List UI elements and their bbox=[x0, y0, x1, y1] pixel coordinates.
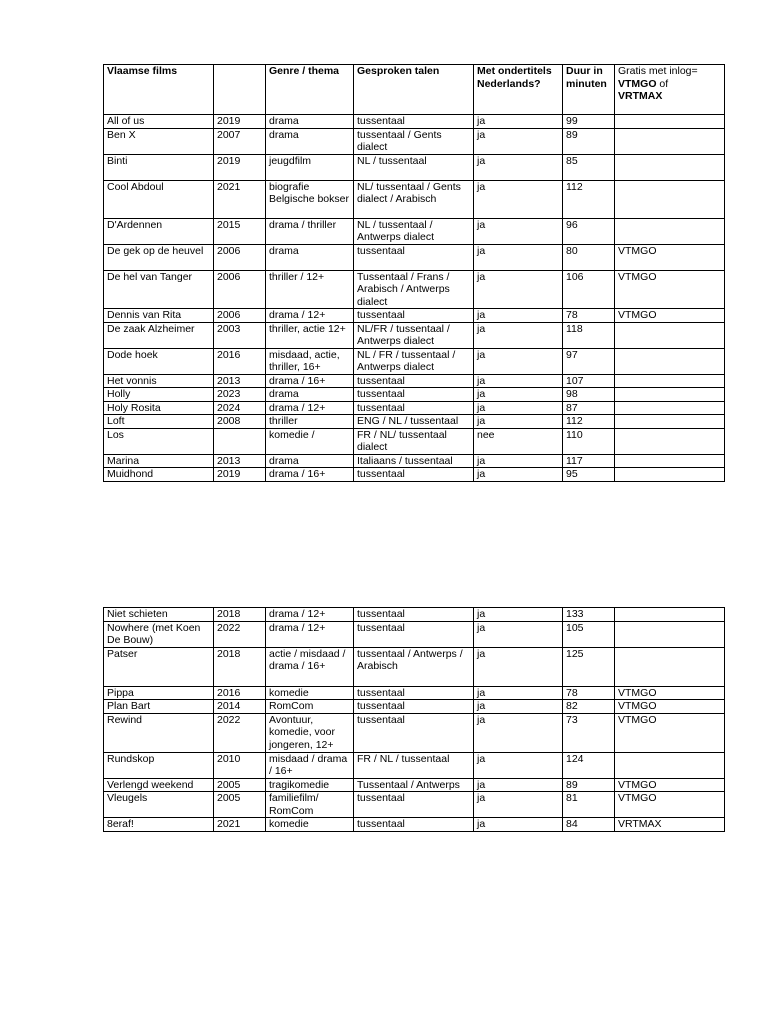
cell-genre: drama bbox=[266, 115, 354, 129]
table-row bbox=[104, 713, 725, 752]
cell-year: 2022 bbox=[214, 621, 266, 647]
cell-genre: biografie Belgische bokser bbox=[266, 180, 354, 218]
cell-subtitles: ja bbox=[474, 468, 563, 482]
cell-duration: 78 bbox=[563, 309, 615, 323]
cell-genre: actie / misdaad / drama / 16+ bbox=[266, 647, 354, 686]
cell-free bbox=[615, 468, 725, 482]
table-row bbox=[104, 415, 725, 429]
cell-languages: ENG / NL / tussentaal bbox=[354, 415, 474, 429]
cell-year: 2021 bbox=[214, 818, 266, 832]
cell-subtitles: ja bbox=[474, 128, 563, 154]
cell-year bbox=[214, 428, 266, 454]
cell-languages: tussentaal bbox=[354, 115, 474, 129]
cell-free bbox=[615, 128, 725, 154]
cell-duration: 105 bbox=[563, 621, 615, 647]
cell-free bbox=[615, 415, 725, 429]
cell-free: VTMGO bbox=[615, 778, 725, 792]
cell-genre: drama / thriller bbox=[266, 218, 354, 244]
cell-year: 2005 bbox=[214, 778, 266, 792]
cell-year: 2023 bbox=[214, 388, 266, 402]
cell-languages: tussentaal bbox=[354, 374, 474, 388]
cell-subtitles: ja bbox=[474, 792, 563, 818]
cell-genre: drama / 16+ bbox=[266, 468, 354, 482]
cell-genre: thriller, actie 12+ bbox=[266, 322, 354, 348]
table-row bbox=[104, 218, 725, 244]
cell-duration: 89 bbox=[563, 128, 615, 154]
cell-title: Los bbox=[104, 428, 214, 454]
cell-free bbox=[615, 115, 725, 129]
cell-title: Plan Bart bbox=[104, 700, 214, 714]
cell-subtitles: nee bbox=[474, 428, 563, 454]
cell-subtitles: ja bbox=[474, 322, 563, 348]
films-table-body-2 bbox=[104, 608, 725, 832]
cell-free: VTMGO bbox=[615, 309, 725, 323]
cell-title: De gek op de heuvel bbox=[104, 244, 214, 270]
cell-free bbox=[615, 180, 725, 218]
cell-languages: Tussentaal / Frans / Arabisch / Antwerps dialect bbox=[354, 270, 474, 309]
cell-duration: 106 bbox=[563, 270, 615, 309]
cell-languages: tussentaal / Antwerps / Arabisch bbox=[354, 647, 474, 686]
cell-free: VTMGO bbox=[615, 792, 725, 818]
table-row bbox=[104, 388, 725, 402]
cell-subtitles: ja bbox=[474, 244, 563, 270]
cell-title: Muidhond bbox=[104, 468, 214, 482]
cell-title: Dennis van Rita bbox=[104, 309, 214, 323]
cell-duration: 81 bbox=[563, 792, 615, 818]
cell-free bbox=[615, 348, 725, 374]
cell-title: De hel van Tanger bbox=[104, 270, 214, 309]
cell-title: Ben X bbox=[104, 128, 214, 154]
cell-genre: komedie bbox=[266, 818, 354, 832]
table-row bbox=[104, 621, 725, 647]
cell-free bbox=[615, 752, 725, 778]
cell-genre: drama bbox=[266, 244, 354, 270]
cell-title: Niet schieten bbox=[104, 608, 214, 622]
cell-languages: tussentaal bbox=[354, 700, 474, 714]
films-table-part-1 bbox=[103, 64, 725, 482]
cell-subtitles: ja bbox=[474, 686, 563, 700]
cell-duration: 98 bbox=[563, 388, 615, 402]
cell-duration: 95 bbox=[563, 468, 615, 482]
cell-title: De zaak Alzheimer bbox=[104, 322, 214, 348]
cell-subtitles: ja bbox=[474, 415, 563, 429]
cell-subtitles: ja bbox=[474, 154, 563, 180]
table-row bbox=[104, 154, 725, 180]
cell-year: 2005 bbox=[214, 792, 266, 818]
cell-year: 2010 bbox=[214, 752, 266, 778]
cell-genre: RomCom bbox=[266, 700, 354, 714]
header-year bbox=[214, 65, 266, 115]
cell-title: Cool Abdoul bbox=[104, 180, 214, 218]
cell-genre: drama bbox=[266, 454, 354, 468]
cell-year: 2006 bbox=[214, 270, 266, 309]
header-row bbox=[104, 65, 725, 115]
table-row bbox=[104, 401, 725, 415]
cell-free bbox=[615, 374, 725, 388]
cell-duration: 110 bbox=[563, 428, 615, 454]
cell-genre: drama / 12+ bbox=[266, 608, 354, 622]
cell-title: Rundskop bbox=[104, 752, 214, 778]
table-row bbox=[104, 322, 725, 348]
cell-languages: Italiaans / tussentaal bbox=[354, 454, 474, 468]
table-row bbox=[104, 244, 725, 270]
table-row bbox=[104, 686, 725, 700]
cell-free bbox=[615, 401, 725, 415]
header-free bbox=[615, 65, 725, 115]
cell-genre: jeugdfilm bbox=[266, 154, 354, 180]
cell-genre: drama bbox=[266, 388, 354, 402]
cell-languages: tussentaal bbox=[354, 468, 474, 482]
cell-year: 2019 bbox=[214, 115, 266, 129]
cell-duration: 112 bbox=[563, 415, 615, 429]
cell-languages: NL / tussentaal bbox=[354, 154, 474, 180]
cell-year: 2006 bbox=[214, 244, 266, 270]
header-free-vrtmax: VRTMAX bbox=[618, 90, 663, 102]
cell-free bbox=[615, 322, 725, 348]
cell-subtitles: ja bbox=[474, 778, 563, 792]
cell-languages: tussentaal bbox=[354, 401, 474, 415]
cell-year: 2008 bbox=[214, 415, 266, 429]
cell-subtitles: ja bbox=[474, 752, 563, 778]
cell-title: Binti bbox=[104, 154, 214, 180]
cell-duration: 133 bbox=[563, 608, 615, 622]
cell-languages: tussentaal bbox=[354, 713, 474, 752]
cell-subtitles: ja bbox=[474, 647, 563, 686]
cell-title: Holy Rosita bbox=[104, 401, 214, 415]
cell-duration: 118 bbox=[563, 322, 615, 348]
header-duration: Duur in minuten bbox=[563, 65, 615, 115]
cell-title: Dode hoek bbox=[104, 348, 214, 374]
cell-languages: NL/ tussentaal / Gents dialect / Arabisch bbox=[354, 180, 474, 218]
cell-subtitles: ja bbox=[474, 218, 563, 244]
cell-subtitles: ja bbox=[474, 700, 563, 714]
cell-duration: 97 bbox=[563, 348, 615, 374]
cell-genre: komedie / bbox=[266, 428, 354, 454]
cell-subtitles: ja bbox=[474, 270, 563, 309]
table-row bbox=[104, 752, 725, 778]
cell-free bbox=[615, 388, 725, 402]
cell-genre: drama / 16+ bbox=[266, 374, 354, 388]
cell-genre: komedie bbox=[266, 686, 354, 700]
cell-free: VTMGO bbox=[615, 244, 725, 270]
cell-genre: drama / 12+ bbox=[266, 401, 354, 415]
cell-title: Vleugels bbox=[104, 792, 214, 818]
cell-duration: 85 bbox=[563, 154, 615, 180]
cell-free bbox=[615, 154, 725, 180]
table-row bbox=[104, 374, 725, 388]
cell-subtitles: ja bbox=[474, 608, 563, 622]
cell-subtitles: ja bbox=[474, 388, 563, 402]
cell-year: 2016 bbox=[214, 686, 266, 700]
cell-languages: tussentaal / Gents dialect bbox=[354, 128, 474, 154]
cell-free: VRTMAX bbox=[615, 818, 725, 832]
cell-duration: 112 bbox=[563, 180, 615, 218]
cell-genre: misdaad, actie, thriller, 16+ bbox=[266, 348, 354, 374]
table-row bbox=[104, 792, 725, 818]
cell-duration: 124 bbox=[563, 752, 615, 778]
header-free-prefix: Gratis met inlog= bbox=[618, 65, 698, 77]
cell-languages: tussentaal bbox=[354, 818, 474, 832]
header-languages: Gesproken talen bbox=[354, 65, 474, 115]
cell-duration: 80 bbox=[563, 244, 615, 270]
cell-free bbox=[615, 608, 725, 622]
cell-languages: FR / NL/ tussentaal dialect bbox=[354, 428, 474, 454]
cell-duration: 73 bbox=[563, 713, 615, 752]
cell-title: Marina bbox=[104, 454, 214, 468]
table-row bbox=[104, 309, 725, 323]
films-table-body-1 bbox=[104, 115, 725, 482]
cell-subtitles: ja bbox=[474, 454, 563, 468]
cell-subtitles: ja bbox=[474, 348, 563, 374]
cell-duration: 89 bbox=[563, 778, 615, 792]
cell-title: D'Ardennen bbox=[104, 218, 214, 244]
cell-genre: misdaad / drama / 16+ bbox=[266, 752, 354, 778]
cell-year: 2013 bbox=[214, 454, 266, 468]
table-row bbox=[104, 454, 725, 468]
header-free-of: of bbox=[656, 77, 669, 90]
cell-free bbox=[615, 454, 725, 468]
cell-genre: familiefilm/ RomCom bbox=[266, 792, 354, 818]
cell-year: 2019 bbox=[214, 154, 266, 180]
cell-languages: NL / tussentaal / Antwerps dialect bbox=[354, 218, 474, 244]
header-subtitles: Met ondertitels Nederlands? bbox=[474, 65, 563, 115]
cell-languages: tussentaal bbox=[354, 244, 474, 270]
cell-title: Loft bbox=[104, 415, 214, 429]
cell-free: VTMGO bbox=[615, 686, 725, 700]
cell-year: 2018 bbox=[214, 608, 266, 622]
cell-free bbox=[615, 621, 725, 647]
cell-year: 2018 bbox=[214, 647, 266, 686]
table-row bbox=[104, 647, 725, 686]
cell-year: 2019 bbox=[214, 468, 266, 482]
cell-title: Pippa bbox=[104, 686, 214, 700]
header-free-vtmgo: VTMGO bbox=[618, 77, 657, 90]
cell-subtitles: ja bbox=[474, 374, 563, 388]
cell-duration: 78 bbox=[563, 686, 615, 700]
cell-title: Holly bbox=[104, 388, 214, 402]
cell-subtitles: ja bbox=[474, 401, 563, 415]
cell-languages: NL/FR / tussentaal / Antwerps dialect bbox=[354, 322, 474, 348]
cell-languages: tussentaal bbox=[354, 309, 474, 323]
cell-title: 8eraf! bbox=[104, 818, 214, 832]
cell-title: Rewind bbox=[104, 713, 214, 752]
cell-languages: tussentaal bbox=[354, 388, 474, 402]
table-row bbox=[104, 348, 725, 374]
cell-duration: 107 bbox=[563, 374, 615, 388]
table-row bbox=[104, 270, 725, 309]
cell-free: VTMGO bbox=[615, 270, 725, 309]
cell-languages: FR / NL / tussentaal bbox=[354, 752, 474, 778]
cell-genre: tragikomedie bbox=[266, 778, 354, 792]
cell-title: Patser bbox=[104, 647, 214, 686]
cell-year: 2013 bbox=[214, 374, 266, 388]
cell-languages: tussentaal bbox=[354, 621, 474, 647]
cell-year: 2016 bbox=[214, 348, 266, 374]
cell-title: All of us bbox=[104, 115, 214, 129]
cell-duration: 84 bbox=[563, 818, 615, 832]
cell-subtitles: ja bbox=[474, 713, 563, 752]
cell-year: 2022 bbox=[214, 713, 266, 752]
cell-duration: 125 bbox=[563, 647, 615, 686]
cell-subtitles: ja bbox=[474, 309, 563, 323]
cell-subtitles: ja bbox=[474, 621, 563, 647]
cell-title: Verlengd weekend bbox=[104, 778, 214, 792]
cell-languages: NL / FR / tussentaal / Antwerps dialect bbox=[354, 348, 474, 374]
table-row bbox=[104, 468, 725, 482]
cell-year: 2007 bbox=[214, 128, 266, 154]
cell-free bbox=[615, 428, 725, 454]
cell-year: 2024 bbox=[214, 401, 266, 415]
cell-title: Nowhere (met Koen De Bouw) bbox=[104, 621, 214, 647]
cell-free: VTMGO bbox=[615, 700, 725, 714]
table-row bbox=[104, 700, 725, 714]
cell-duration: 99 bbox=[563, 115, 615, 129]
table-row bbox=[104, 128, 725, 154]
cell-free bbox=[615, 218, 725, 244]
cell-year: 2014 bbox=[214, 700, 266, 714]
cell-genre: drama / 12+ bbox=[266, 621, 354, 647]
cell-title: Het vonnis bbox=[104, 374, 214, 388]
cell-genre: drama / 12+ bbox=[266, 309, 354, 323]
cell-free bbox=[615, 647, 725, 686]
cell-duration: 87 bbox=[563, 401, 615, 415]
table-row bbox=[104, 818, 725, 832]
table-row bbox=[104, 428, 725, 454]
cell-duration: 82 bbox=[563, 700, 615, 714]
cell-subtitles: ja bbox=[474, 115, 563, 129]
cell-genre: Avontuur, komedie, voor jongeren, 12+ bbox=[266, 713, 354, 752]
header-genre: Genre / thema bbox=[266, 65, 354, 115]
cell-languages: Tussentaal / Antwerps bbox=[354, 778, 474, 792]
cell-year: 2021 bbox=[214, 180, 266, 218]
table-row bbox=[104, 608, 725, 622]
cell-subtitles: ja bbox=[474, 180, 563, 218]
cell-genre: thriller bbox=[266, 415, 354, 429]
cell-duration: 96 bbox=[563, 218, 615, 244]
cell-genre: drama bbox=[266, 128, 354, 154]
cell-languages: tussentaal bbox=[354, 686, 474, 700]
cell-genre: thriller / 12+ bbox=[266, 270, 354, 309]
cell-subtitles: ja bbox=[474, 818, 563, 832]
cell-languages: tussentaal bbox=[354, 608, 474, 622]
header-title: Vlaamse films bbox=[104, 65, 214, 115]
cell-year: 2003 bbox=[214, 322, 266, 348]
cell-year: 2006 bbox=[214, 309, 266, 323]
table-row bbox=[104, 115, 725, 129]
films-table-part-2 bbox=[103, 607, 725, 832]
cell-free: VTMGO bbox=[615, 713, 725, 752]
table-row bbox=[104, 180, 725, 218]
table-row bbox=[104, 778, 725, 792]
cell-languages: tussentaal bbox=[354, 792, 474, 818]
cell-year: 2015 bbox=[214, 218, 266, 244]
cell-duration: 117 bbox=[563, 454, 615, 468]
